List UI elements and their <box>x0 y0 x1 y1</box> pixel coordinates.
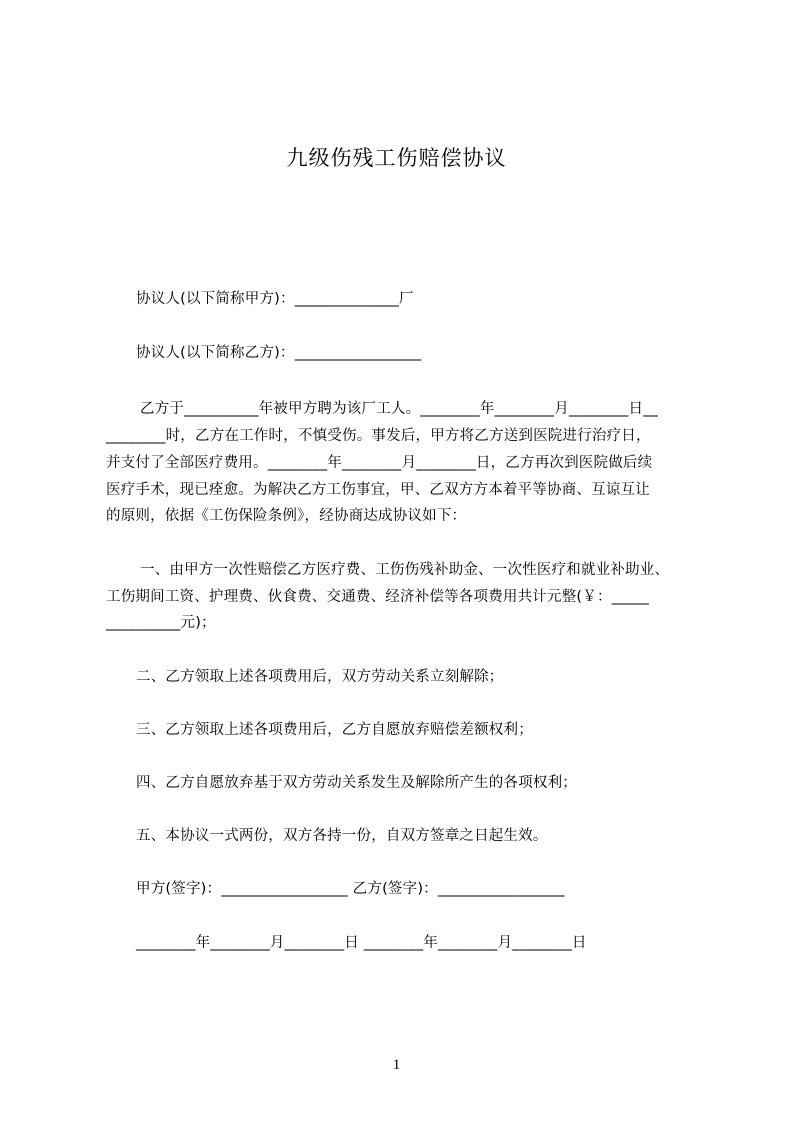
clause-2: 二、乙方领取上述各项费用后，双方劳动关系立刻解除； <box>136 669 504 685</box>
party-a-line: 协议人(以下简称甲方)：______________厂 <box>136 291 414 307</box>
clause-1-line: __________元)； <box>106 615 216 631</box>
document-title: 九级伤残工伤赔偿协议 <box>286 146 507 170</box>
clause-5: 五、本协议一式两份，双方各持一份，自双方签章之日起生效。 <box>136 828 548 844</box>
date-line: ________年________月________日 ________年________月________日 <box>136 935 587 951</box>
background-line: 的原则，依据《工伤保险条例》，经协商达成协议如下： <box>106 508 467 524</box>
background-line: 乙方于__________年被甲方聘为该厂工人。________年________月________日__ <box>140 401 659 417</box>
clause-1-line: 一、由甲方一次性赔偿乙方医疗费、工伤伤残补助金、一次性医疗和就业补助业、 <box>140 562 670 578</box>
background-line: 医疗手术，现已痊愈。为解决乙方工伤事宜，甲、乙双方方本着平等协商、互谅互让 <box>106 482 650 498</box>
page-number: 1 <box>392 1057 401 1073</box>
background-line: ________时，乙方在工作时，不慎受伤。事发后，甲方将乙方送到医院进行治疗日， <box>106 428 651 444</box>
clause-3: 三、乙方领取上述各项费用后，乙方自愿放弃赔偿差额权利； <box>136 722 533 738</box>
clause-1-line: 工伤期间工资、护理费、伙食费、交通费、经济补偿等各项费用共计元整(￥：_____ <box>106 589 649 605</box>
clause-4: 四、乙方自愿放弃基于双方劳动关系发生及解除所产生的各项权利； <box>136 775 577 791</box>
party-b-line: 协议人(以下简称乙方)：_________________ <box>136 345 422 361</box>
signature-line: 甲方(签字)：_________________ 乙方(签字)：_________________ <box>136 881 565 897</box>
background-line: 并支付了全部医疗费用。________年________月________日，乙方再次到医院做后续 <box>106 455 653 471</box>
